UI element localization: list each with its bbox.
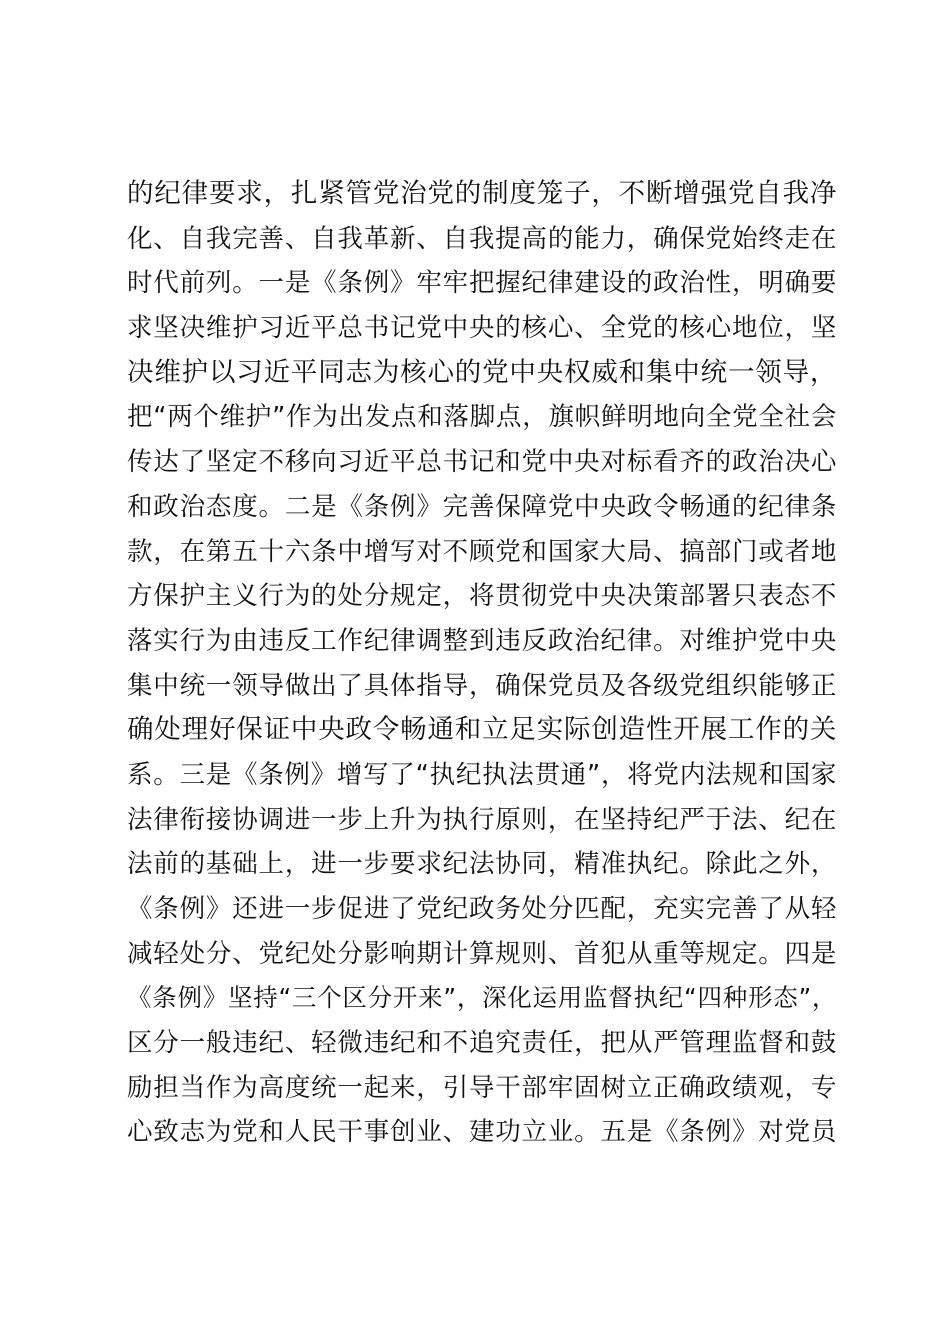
text-line: 把“两个维护”作为出发点和落脚点，旗帜鲜明地向全党全社会 <box>127 402 837 433</box>
text-line: 减轻处分、党纪处分影响期计算规则、首犯从重等规定。四是 <box>127 938 837 969</box>
text-line: 化、自我完善、自我革新、自我提高的能力，确保党始终走在 <box>127 223 837 254</box>
text-line: 落实行为由违反工作纪律调整到违反政治纪律。对维护党中央 <box>127 625 837 656</box>
text-line: 传达了坚定不移向习近平总书记和党中央对标看齐的政治决心 <box>127 447 837 478</box>
text-line: 法前的基础上，进一步要求纪法协同，精准执纪。除此之外， <box>127 849 837 880</box>
body-paragraph <box>127 172 837 1155</box>
text-line: 区分一般违纪、轻微违纪和不追究责任，把从严管理监督和鼓 <box>127 1028 837 1059</box>
text-line: 的纪律要求，扎紧管党治党的制度笼子，不断增强党自我净 <box>127 178 837 209</box>
text-line: 《条例》坚持“三个区分开来”，深化运用监督执纪“四种形态”， <box>127 983 837 1013</box>
text-line: 时代前列。一是《条例》牢牢把握纪律建设的政治性，明确要 <box>127 268 837 299</box>
text-line: 励担当作为高度统一起来，引导干部牢固树立正确政绩观，专 <box>127 1072 837 1103</box>
text-line: 《条例》还进一步促进了党纪政务处分匹配，充实完善了从轻 <box>127 894 837 924</box>
text-line: 求坚决维护习近平总书记党中央的核心、全党的核心地位，坚 <box>127 313 837 344</box>
text-line: 方保护主义行为的处分规定，将贯彻党中央决策部署只表态不 <box>127 581 837 612</box>
text-line: 确处理好保证中央政令畅通和立足实际创造性开展工作的关 <box>127 714 837 746</box>
text-line: 集中统一领导做出了具体指导，确保党员及各级党组织能够正 <box>127 670 837 701</box>
text-line: 系。三是《条例》增写了“执纪执法贯通”，将党内法规和国家 <box>127 759 837 790</box>
text-line: 和政治态度。二是《条例》完善保障党中央政令畅通的纪律条 <box>127 491 837 522</box>
text-line: 决维护以习近平同志为核心的党中央权威和集中统一领导， <box>127 356 837 388</box>
text-line: 款，在第五十六条中增写对不顾党和国家大局、搞部门或者地 <box>127 536 837 567</box>
text-line: 法律衔接协调进一步上升为执行原则，在坚持纪严于法、纪在 <box>127 804 837 835</box>
text-line: 心致志为党和人民干事创业、建功立业。五是《条例》对党员 <box>127 1117 837 1148</box>
